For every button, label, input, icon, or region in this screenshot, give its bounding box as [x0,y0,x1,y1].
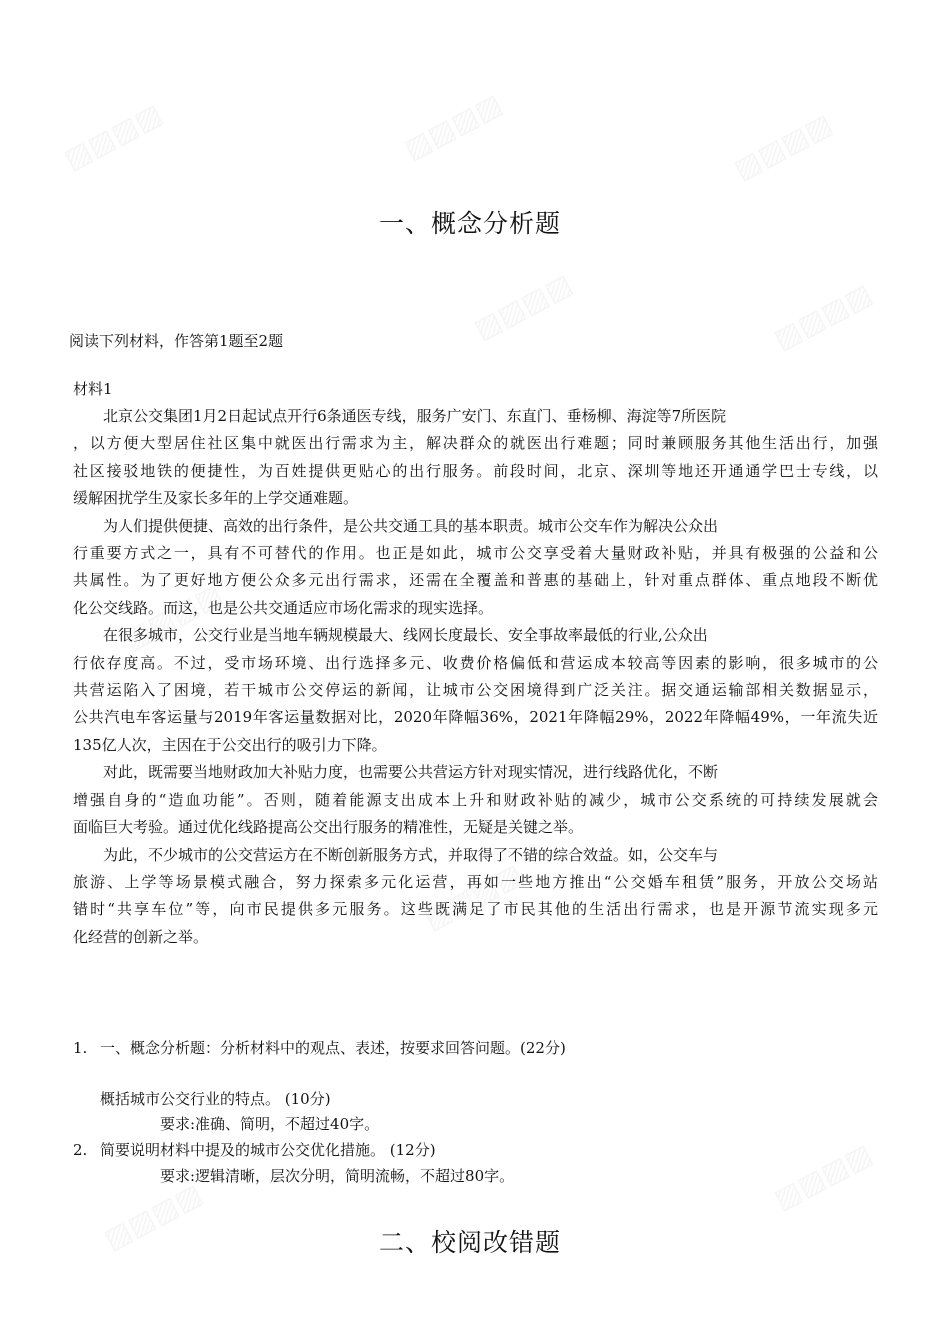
paragraph-line: 北京公交集团1月2日起试点开行6条通医专线，服务广安门、东直门、垂杨柳、海淀等7所医院 [103,407,727,425]
paragraph-line: 面临巨大考验。通过优化线路提高公交出行服务的精准性，无疑是关键之举。 [73,818,584,837]
material-body [73,403,878,951]
paragraph-line: 在很多城市，公交行业是当地车辆规模最大、线网长度最长、安全事故率最低的行业,公众出 [103,626,708,645]
paragraph-line: 为人们提供便捷、高效的出行条件，是公共交通工具的基本职责。城市公交车作为解决公众出 [103,516,719,535]
paragraph-line: 对此，既需要当地财政加大补贴力度，也需要公共营运方针对现实情况，进行线路优化，不断 [103,763,719,782]
material-paragraph [73,513,878,623]
material-paragraph [73,622,878,759]
paragraph-line: 公共汽电车客运量与2019年客运量数据对比，2020年降幅36%，2021年降幅29%，2022年降幅49%，一年流失近 [73,708,878,727]
watermark: ▨▨▨▨ [418,857,528,936]
question-number: 2. [73,1141,88,1159]
watermark: ▨▨▨▨ [728,107,838,186]
question-text: 简要说明材料中提及的城市公交优化措施。 (12分) [100,1141,436,1159]
paragraph-line: 旅游、上学等场景模式融合，努力探索多元化运营，再如一些地方推出“公交婚车租赁”服务，开放公交场站 [73,872,878,891]
material-paragraph [73,759,878,841]
paragraph-line: 增强自身的“造血功能”。否则，随着能源支出成本上升和财政补贴的减少，城市公交系统的可持续发展就会 [73,790,878,809]
watermark: ▨▨▨▨ [468,267,578,346]
paragraph-line: 缓解困扰学生及家长多年的上学交通难题。 [73,489,359,508]
watermark: ▨▨▨▨ [98,1177,208,1256]
paragraph-line: 错时“共享车位”等，向市民提供多元服务。这些既满足了市民其他的生活出行需求，也是开源节流实现多元 [73,900,878,919]
material-paragraph [73,403,878,513]
paragraph-line: 共营运陷入了困境，若干城市公交停运的新闻，让城市公交困境得到广泛关注。据交通运输部相关数据显示， [73,681,878,700]
question-1-requirement: 要求:准确、简明，不超过40字。 [160,1115,380,1133]
paragraph-line: 社区接驳地铁的便捷性，为百姓提供更贴心的出行服务。前段时间，北京、深圳等地还开通通学巴士专线，以 [73,461,878,480]
paragraph-line: 行依存度高。不过，受市场环境、出行选择多元、收费价格偏低和营运成本较高等因素的影响，很多城市的公 [73,653,878,672]
watermark: ▨▨▨▨ [768,277,878,356]
paragraph-line: 行重要方式之一，具有不可替代的作用。也正是如此，城市公交享受着大量财政补贴，并具有极强的公益和公 [73,544,878,563]
paragraph-line: 化经营的创新之举。 [73,927,209,946]
question-2 [73,1139,436,1160]
question-number: 1. [73,1039,88,1057]
question-text: 一、概念分析题：分析材料中的观点、表述，按要求回答问题。(22分) [100,1039,566,1057]
material-paragraph [73,842,878,952]
watermark: ▨▨▨▨ [768,1137,878,1216]
question-1-prompt: 概括城市公交行业的特点。 (10分) [100,1090,331,1108]
paragraph-line: 共属性。为了更好地方便公众多元出行需求，还需在全覆盖和普惠的基础上，针对重点群体、重点地段不断优 [73,571,878,590]
question-2-requirement: 要求:逻辑清晰，层次分明，简明流畅，不超过80字。 [160,1167,515,1185]
watermark: ▨▨▨▨ [118,577,228,656]
section-title-2: 二、校阅改错题 [378,1228,561,1257]
paragraph-line: 135亿人次，主因在于公交出行的吸引力下降。 [73,735,387,754]
watermark: ▨▨▨▨ [398,87,508,166]
watermark: ▨▨▨▨ [58,97,168,176]
reading-instruction: 阅读下列材料，作答第1题至2题 [69,332,284,350]
material-label: 材料1 [73,380,113,398]
section-title-1: 一、概念分析题 [378,209,561,238]
question-1 [73,1037,566,1058]
paragraph-line: ，以方便大型居住社区集中就医出行需求为主，解决群众的就医出行难题；同时兼顾服务其他生活出行，加强 [73,434,878,453]
paragraph-line: 为此，不少城市的公交营运方在不断创新服务方式，并取得了不错的综合效益。如，公交车与 [103,845,719,864]
paragraph-line: 化公交线路。而这，也是公共交通适应市场化需求的现实选择。 [73,598,494,617]
